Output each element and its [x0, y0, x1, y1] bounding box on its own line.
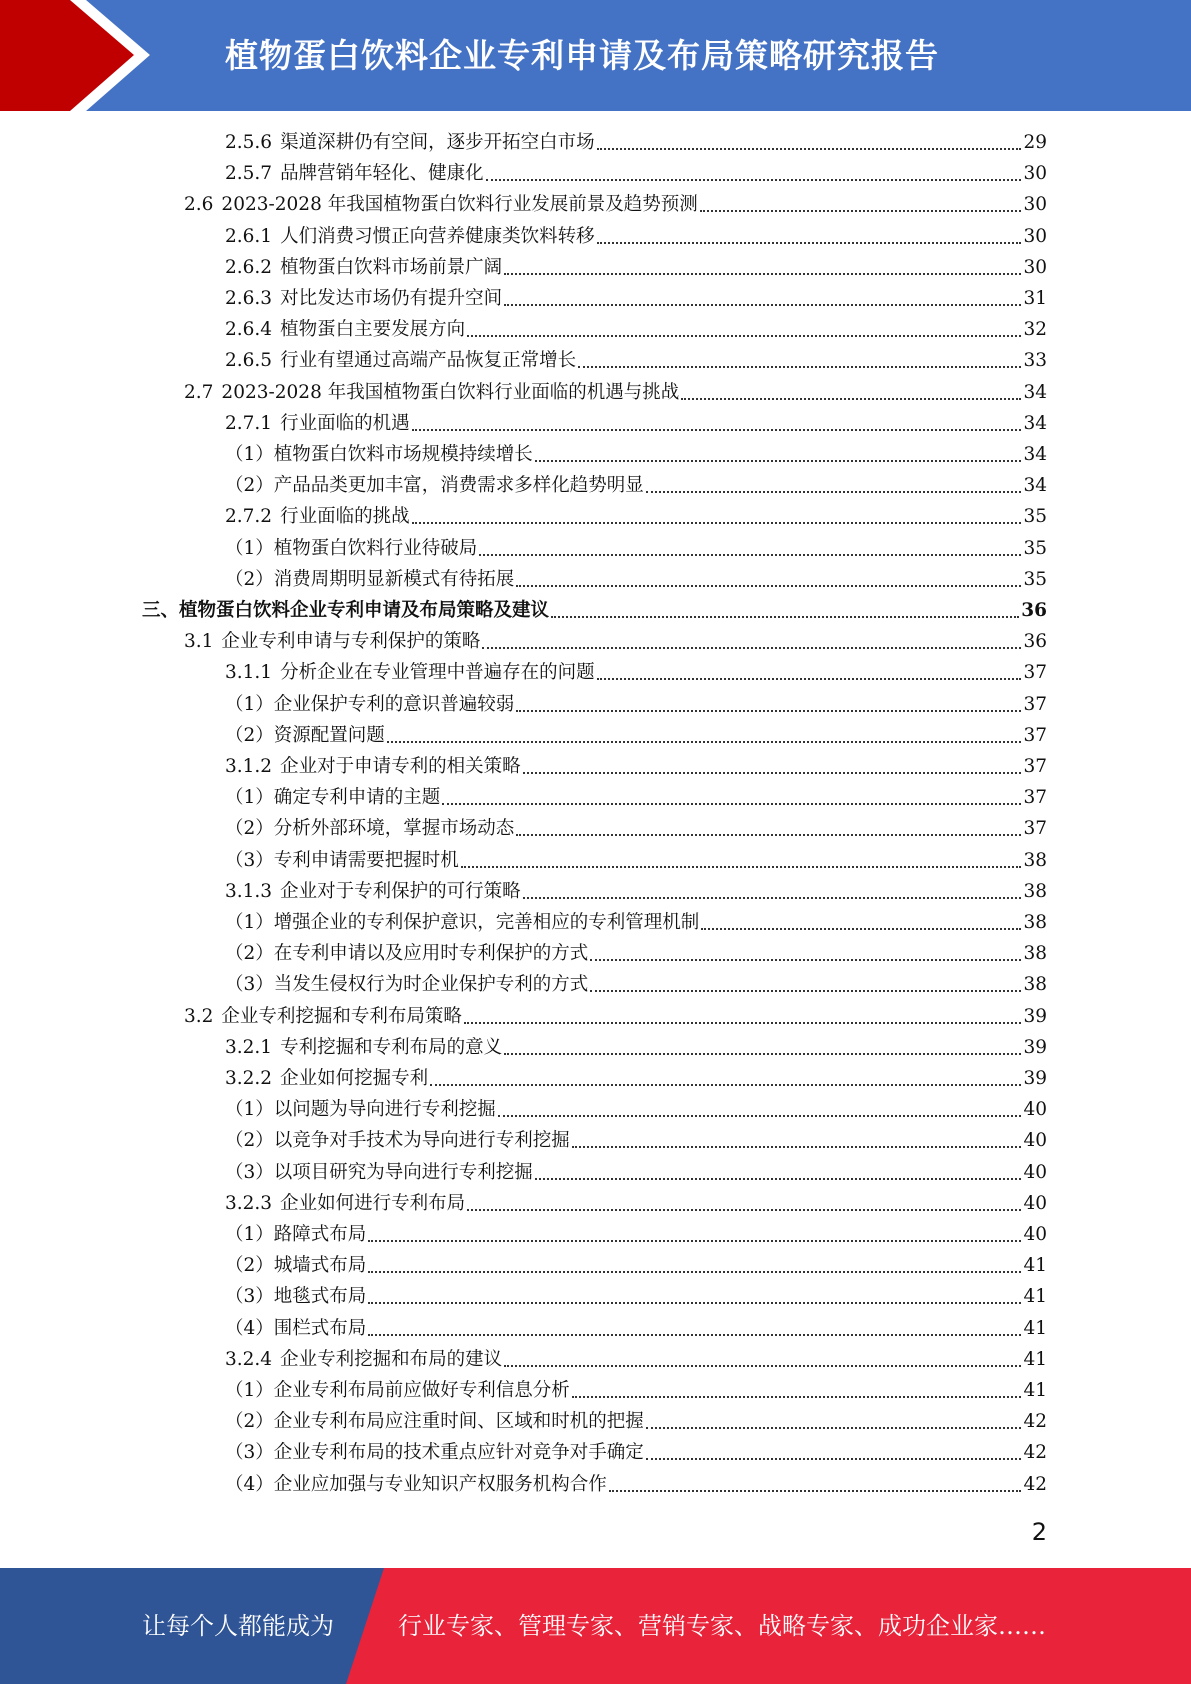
toc-entry-title: 专利申请需要把握时机 [273, 849, 459, 871]
toc-entry-page: 38 [1023, 943, 1047, 965]
toc-entry-number: 2.6.4 [225, 319, 273, 341]
toc-entry-title: 路障式布局 [273, 1224, 367, 1245]
toc-entry-page: 30 [1023, 163, 1047, 185]
toc-dot-leader [578, 345, 1021, 376]
toc-entry-title: 在专利申请以及应用时专利保护的方式 [273, 943, 589, 965]
toc-dot-leader [504, 1032, 1021, 1063]
toc-entry[interactable] [225, 1219, 1047, 1250]
toc-entry[interactable] [225, 657, 1047, 688]
document-title: 植物蛋白饮料企业专利申请及布局策略研究报告 [225, 36, 939, 75]
toc-entry-title: 资源配置问题 [273, 724, 385, 746]
toc-entry[interactable] [184, 189, 1047, 220]
toc-entry-title: 企业专利申请与专利保护的策略 [221, 631, 481, 653]
toc-dot-leader [412, 501, 1022, 532]
toc-dot-leader [442, 782, 1021, 813]
toc-entry-number: （1） [225, 444, 274, 465]
toc-entry-number: （2） [225, 1130, 274, 1152]
toc-entry[interactable] [225, 283, 1047, 314]
toc-entry-page: 37 [1023, 693, 1047, 715]
toc-entry[interactable] [225, 564, 1047, 595]
toc-entry-page: 37 [1023, 818, 1047, 840]
toc-entry[interactable] [225, 314, 1047, 345]
toc-entry-number: （1） [225, 1099, 274, 1121]
toc-entry[interactable] [142, 595, 1047, 626]
toc-entry-title: 分析企业在专业管理中普遍存在的问题 [280, 662, 595, 684]
toc-entry-number: （3） [225, 974, 274, 996]
toc-dot-leader [368, 1313, 1021, 1344]
toc-entry-number: 2.5.6 [225, 132, 273, 153]
toc-dot-leader [387, 720, 1022, 751]
toc-dot-leader [498, 1094, 1022, 1125]
toc-entry[interactable] [225, 845, 1047, 876]
toc-entry-number: 2.6.2 [225, 256, 273, 278]
toc-entry-page: 41 [1023, 1317, 1047, 1339]
toc-entry-page: 40 [1023, 1161, 1047, 1183]
toc-entry-number: （1） [225, 912, 274, 933]
toc-entry-page: 35 [1023, 537, 1047, 559]
toc-entry-page: 42 [1023, 1411, 1047, 1433]
toc-entry-number: 2.7 [184, 381, 214, 403]
toc-entry-title: 植物蛋白饮料市场规模持续增长 [273, 444, 533, 465]
toc-entry-page: 41 [1023, 1380, 1047, 1401]
toc-entry[interactable] [225, 1281, 1047, 1312]
toc-entry-page: 36 [1023, 631, 1047, 653]
toc-entry[interactable] [225, 1313, 1047, 1344]
toc-entry-number: （3） [225, 1442, 274, 1464]
toc-entry-title: 消费周期明显新模式有待拓展 [273, 568, 515, 590]
toc-entry-title: 以竞争对手技术为导向进行专利挖掘 [273, 1130, 570, 1152]
toc-entry-page: 32 [1023, 319, 1047, 341]
toc-dot-leader [646, 470, 1022, 501]
toc-entry-number: （2） [225, 475, 274, 497]
toc-dot-leader [681, 377, 1021, 408]
toc-entry-page: 30 [1023, 194, 1047, 216]
toc-entry[interactable] [225, 252, 1047, 283]
toc-entry-page: 31 [1023, 288, 1047, 309]
footer-slogan-left: 让每个人都能成为 [142, 1612, 334, 1640]
toc-entry-number: （1） [225, 1380, 274, 1401]
toc-entry-title: 植物蛋白饮料市场前景广阔 [280, 256, 503, 278]
toc-entry-page: 40 [1023, 1224, 1047, 1245]
toc-entry-page: 38 [1023, 880, 1047, 902]
toc-entry-number: 3.1.1 [225, 662, 273, 684]
toc-entry[interactable] [225, 1063, 1047, 1094]
toc-entry[interactable] [225, 876, 1047, 907]
toc-entry-page: 35 [1023, 568, 1047, 590]
toc-dot-leader [368, 1281, 1021, 1312]
toc-entry[interactable] [225, 689, 1047, 720]
toc-dot-leader [467, 1188, 1021, 1219]
toc-entry-number: （1） [225, 1224, 274, 1245]
toc-entry[interactable] [225, 345, 1047, 376]
toc-entry-number: 2.7.1 [225, 412, 273, 434]
toc-entry-page: 29 [1023, 132, 1047, 153]
toc-entry-page: 34 [1023, 412, 1047, 434]
toc-entry-number: 2.6.5 [225, 350, 273, 372]
toc-entry[interactable] [225, 470, 1047, 501]
toc-dot-leader [701, 907, 1021, 938]
toc-entry-title: 企业对于专利保护的可行策略 [280, 880, 521, 902]
toc-entry[interactable] [225, 1469, 1047, 1500]
toc-entry-title: 专利挖掘和专利布局的意义 [280, 1036, 503, 1058]
toc-entry-title: 当发生侵权行为时企业保护专利的方式 [273, 974, 589, 996]
toc-entry-title: 企业专利挖掘和布局的建议 [280, 1348, 503, 1370]
toc-entry-title: 企业保护专利的意识普遍较弱 [273, 693, 515, 715]
toc-dot-leader [535, 439, 1022, 470]
toc-entry-number: 2.6 [184, 194, 214, 216]
toc-entry-page: 38 [1023, 849, 1047, 871]
toc-entry[interactable] [225, 501, 1047, 532]
toc-entry-number: 3.1.2 [225, 756, 273, 777]
toc-entry-number: （3） [225, 849, 274, 871]
toc-entry[interactable] [225, 533, 1047, 564]
toc-entry-page: 41 [1023, 1286, 1047, 1308]
toc-entry-number: （3） [225, 1161, 274, 1183]
toc-entry-number: 3.2 [184, 1005, 214, 1027]
toc-entry[interactable] [225, 1344, 1047, 1375]
toc-entry-number: （2） [225, 568, 274, 590]
toc-entry-title: 企业专利布局应注重时间、区域和时机的把握 [273, 1411, 644, 1433]
toc-dot-leader [523, 876, 1022, 907]
toc-entry-number: 3.2.4 [225, 1348, 273, 1370]
toc-dot-leader [504, 252, 1021, 283]
toc-entry-title: 企业专利挖掘和专利布局策略 [221, 1005, 462, 1027]
toc-entry-page: 38 [1023, 912, 1047, 933]
toc-entry-title: 地毯式布局 [273, 1286, 367, 1308]
toc-entry-number: 3.2.2 [225, 1068, 273, 1089]
toc-entry-title: 植物蛋白主要发展方向 [280, 319, 466, 341]
footer-slogan-right: 行业专家、管理专家、营销专家、战略专家、成功企业家…… [398, 1612, 1046, 1640]
toc-entry[interactable] [225, 720, 1047, 751]
toc-entry-page: 39 [1023, 1005, 1047, 1027]
toc-entry[interactable] [225, 1375, 1047, 1406]
toc-entry-title: 渠道深耕仍有空间，逐步开拓空白市场 [280, 132, 595, 153]
toc-entry-number: （1） [225, 537, 274, 559]
toc-dot-leader [597, 221, 1022, 252]
toc-entry[interactable] [225, 1094, 1047, 1125]
toc-dot-leader [523, 751, 1022, 782]
toc-entry-title: 行业面临的挑战 [280, 506, 410, 528]
toc-entry-number: （2） [225, 818, 274, 840]
toc-entry-page: 38 [1023, 974, 1047, 996]
toc-entry-page: 40 [1023, 1099, 1047, 1121]
toc-dot-leader [368, 1250, 1021, 1281]
toc-entry-page: 40 [1023, 1130, 1047, 1152]
toc-entry-number: （1） [225, 693, 274, 715]
toc-entry-number: （2） [225, 943, 274, 965]
toc-entry[interactable] [225, 1125, 1047, 1156]
toc-entry-title: 以项目研究为导向进行专利挖掘 [273, 1161, 533, 1183]
toc-entry-page: 33 [1023, 350, 1047, 372]
toc-entry-page: 34 [1023, 475, 1047, 497]
toc-entry-title: 企业对于申请专利的相关策略 [280, 756, 521, 777]
toc-dot-leader [551, 595, 1019, 626]
toc-entry-title: 城墙式布局 [273, 1255, 367, 1277]
toc-entry[interactable] [225, 938, 1047, 969]
toc-entry[interactable] [225, 158, 1047, 189]
toc-entry-number: （2） [225, 1411, 274, 1433]
toc-entry-page: 30 [1023, 256, 1047, 278]
toc-entry-number: 2.6.1 [225, 225, 273, 247]
toc-entry-number: 3.2.3 [225, 1192, 273, 1214]
toc-entry-page: 37 [1023, 662, 1047, 684]
toc-dot-leader [590, 938, 1021, 969]
toc-entry-page: 34 [1023, 444, 1047, 465]
toc-entry-number: （1） [225, 787, 274, 809]
toc-entry[interactable] [225, 782, 1047, 813]
toc-entry-page: 30 [1023, 225, 1047, 247]
toc-entry-title: 行业面临的机遇 [280, 412, 410, 434]
toc-entry-title: 企业如何挖掘专利 [280, 1068, 429, 1089]
toc-entry-title: 产品品类更加丰富，消费需求多样化趋势明显 [273, 475, 644, 497]
toc-entry-page: 39 [1023, 1068, 1047, 1089]
toc-entry-title: 确定专利申请的主题 [273, 787, 441, 809]
toc-entry-page: 37 [1023, 724, 1047, 746]
toc-entry-title: 对比发达市场仍有提升空间 [280, 288, 503, 309]
toc-dot-leader [516, 813, 1021, 844]
toc-entry-page: 41 [1023, 1255, 1047, 1277]
toc-entry-title: 2023-2028 年我国植物蛋白饮料行业面临的机遇与挑战 [221, 381, 680, 403]
page-number: 2 [1031, 1518, 1047, 1546]
page-header [0, 0, 1191, 111]
toc-entry-page: 35 [1023, 506, 1047, 528]
toc-entry[interactable] [225, 1157, 1047, 1188]
toc-entry-page: 34 [1023, 381, 1047, 403]
toc-entry-number: 3.1.3 [225, 880, 273, 902]
toc-entry-number: （4） [225, 1473, 274, 1495]
toc-dot-leader [516, 689, 1021, 720]
toc-entry-number: 2.5.7 [225, 163, 273, 185]
toc-entry[interactable] [184, 1001, 1047, 1032]
toc-entry[interactable] [184, 626, 1047, 657]
toc-dot-leader [430, 1063, 1021, 1094]
toc-dot-leader [504, 283, 1021, 314]
toc-dot-leader [700, 189, 1022, 220]
toc-dot-leader [646, 1437, 1022, 1468]
toc-entry[interactable] [225, 1406, 1047, 1437]
toc-dot-leader [572, 1125, 1022, 1156]
toc-entry-title: 2023-2028 年我国植物蛋白饮料行业发展前景及趋势预测 [221, 194, 698, 216]
toc-entry-number: 2.7.2 [225, 506, 273, 528]
toc-dot-leader [597, 127, 1022, 158]
toc-entry[interactable] [225, 907, 1047, 938]
toc-entry-page: 40 [1023, 1192, 1047, 1214]
toc-entry-page: 41 [1023, 1348, 1047, 1370]
toc-entry-title: 企业应加强与专业知识产权服务机构合作 [273, 1473, 607, 1495]
toc-dot-leader [609, 1469, 1022, 1500]
toc-entry-title: 以问题为导向进行专利挖掘 [273, 1099, 496, 1121]
toc-entry[interactable] [225, 1188, 1047, 1219]
toc-dot-leader [646, 1406, 1022, 1437]
toc-dot-leader [412, 408, 1022, 439]
toc-entry[interactable] [225, 751, 1047, 782]
toc-entry-title: 企业如何进行专利布局 [280, 1192, 466, 1214]
toc-dot-leader [368, 1219, 1021, 1250]
toc-entry[interactable] [225, 127, 1047, 158]
toc-dot-leader [461, 845, 1022, 876]
toc-dot-leader [464, 1001, 1022, 1032]
toc-entry-number: （2） [225, 1255, 274, 1277]
toc-entry[interactable] [225, 1437, 1047, 1468]
toc-entry-page: 37 [1023, 756, 1047, 777]
toc-entry[interactable] [225, 813, 1047, 844]
toc-dot-leader [479, 533, 1021, 564]
toc-entry[interactable] [225, 1032, 1047, 1063]
toc-entry-title: 行业有望通过高端产品恢复正常增长 [280, 350, 577, 372]
toc-entry-title: 植物蛋白饮料行业待破局 [273, 537, 478, 559]
toc-entry-title: 人们消费习惯正向营养健康类饮料转移 [280, 225, 595, 247]
toc-entry-page: 39 [1023, 1036, 1047, 1058]
toc-dot-leader [590, 969, 1021, 1000]
toc-entry-title: 企业专利布局前应做好专利信息分析 [273, 1380, 570, 1401]
toc-entry-title: 分析外部环境，掌握市场动态 [273, 818, 515, 840]
toc-dot-leader [486, 158, 1022, 189]
toc-entry[interactable] [225, 969, 1047, 1000]
toc-entry-number: 三、 [142, 600, 180, 621]
toc-dot-leader [504, 1344, 1021, 1375]
toc-entry-number: （2） [225, 724, 274, 746]
toc-entry[interactable] [225, 408, 1047, 439]
toc-dot-leader [597, 657, 1022, 688]
toc-entry[interactable] [184, 377, 1047, 408]
toc-dot-leader [572, 1375, 1022, 1406]
toc-entry-page: 37 [1023, 787, 1047, 809]
toc-entry-page: 36 [1021, 600, 1047, 621]
toc-entry[interactable] [225, 1250, 1047, 1281]
toc-dot-leader [516, 564, 1021, 595]
toc-dot-leader [467, 314, 1021, 345]
toc-entry-number: （3） [225, 1286, 274, 1308]
toc-dot-leader [482, 626, 1021, 657]
toc-entry-title: 品牌营销年轻化、健康化 [280, 163, 484, 185]
toc-entry-title: 增强企业的专利保护意识，完善相应的专利管理机制 [273, 912, 700, 933]
toc-entry-title: 植物蛋白饮料企业专利申请及布局策略及建议 [179, 600, 550, 621]
toc-entry-page: 42 [1023, 1442, 1047, 1464]
page-footer [0, 1568, 1191, 1684]
toc-entry[interactable] [225, 221, 1047, 252]
toc-entry-number: （4） [225, 1317, 274, 1339]
toc-entry-number: 2.6.3 [225, 288, 273, 309]
toc-entry-page: 42 [1023, 1473, 1047, 1495]
toc-entry-title: 企业专利布局的技术重点应针对竞争对手确定 [273, 1442, 644, 1464]
toc-entry-number: 3.1 [184, 631, 214, 653]
toc-entry[interactable] [225, 439, 1047, 470]
toc-entry-title: 围栏式布局 [273, 1317, 367, 1339]
toc-entry-number: 3.2.1 [225, 1036, 273, 1058]
toc-dot-leader [535, 1157, 1022, 1188]
